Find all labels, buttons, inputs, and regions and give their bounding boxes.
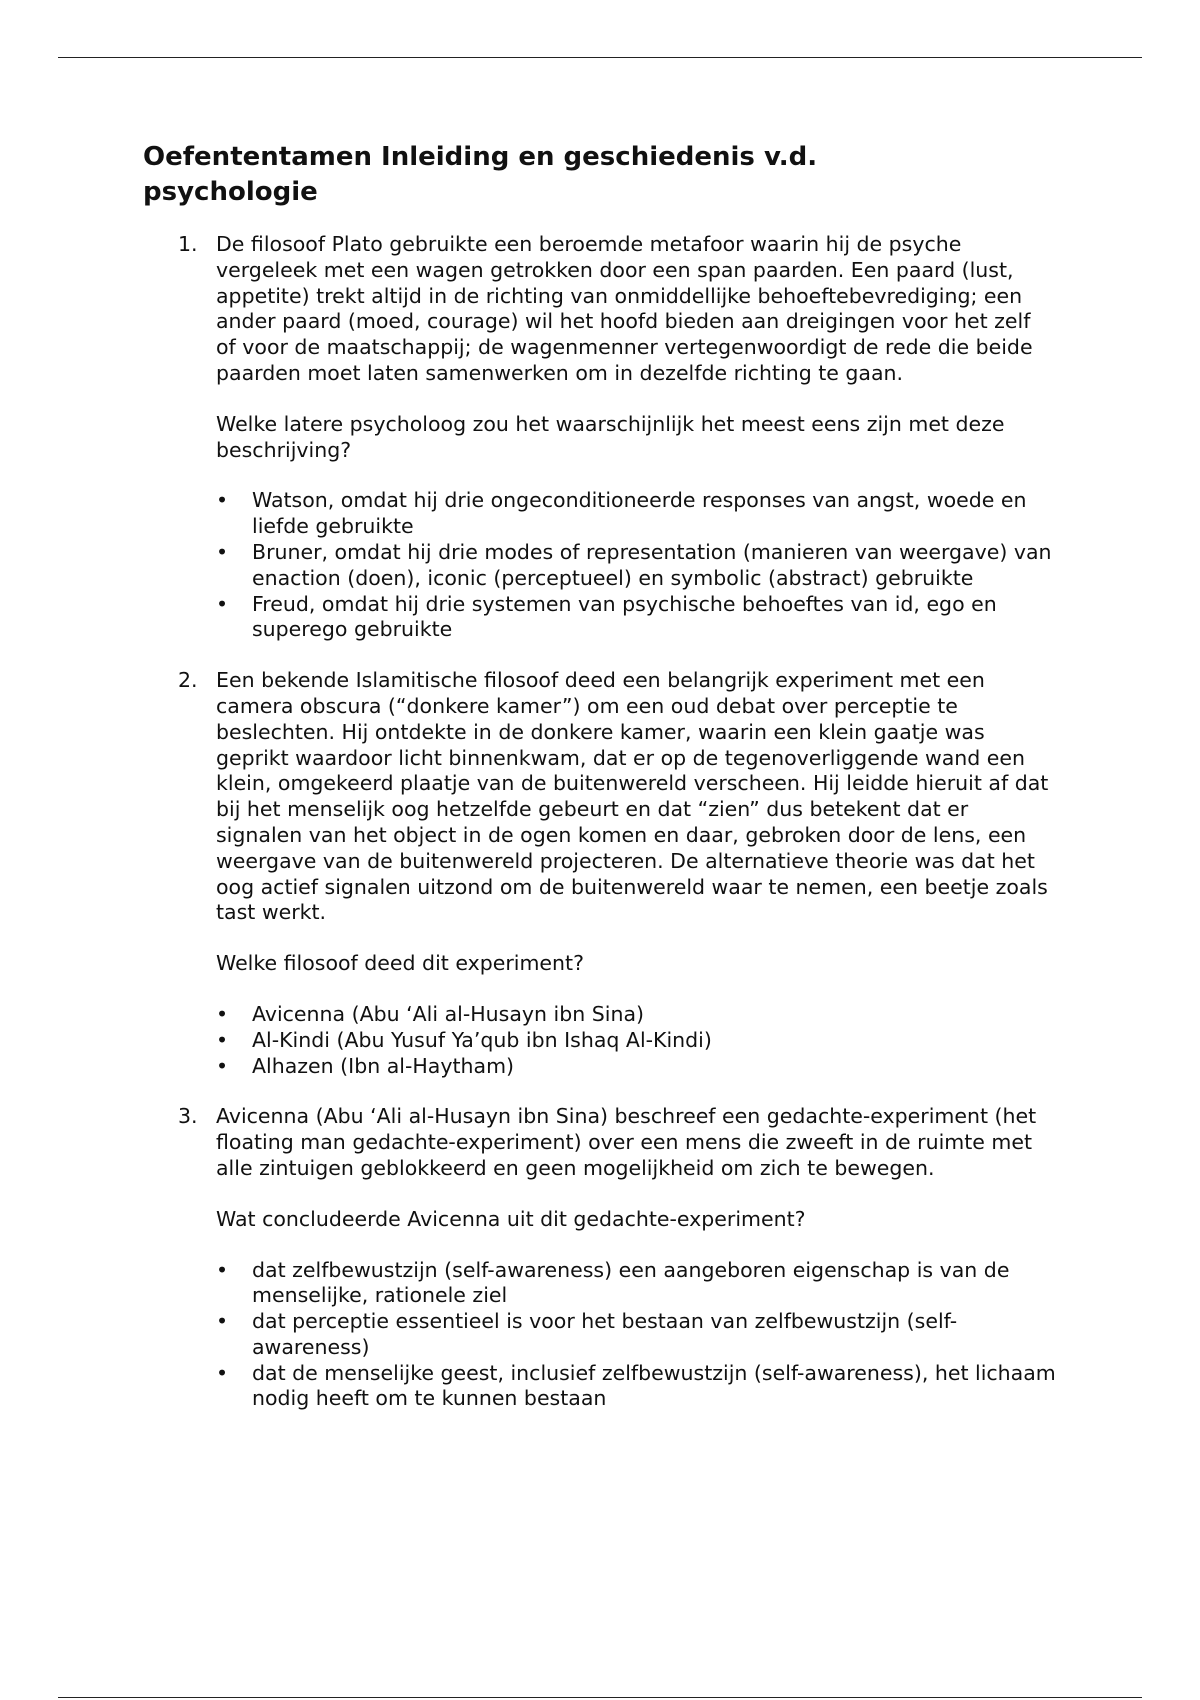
question-prompt: Welke latere psycholoog zou het waarschijnlijk het meest eens zijn met deze beschrijving? <box>216 411 1005 462</box>
bullet-icon: • <box>216 1053 229 1078</box>
bullet-icon: • <box>216 1360 229 1385</box>
bullet-icon: • <box>216 488 229 513</box>
bullet-icon: • <box>216 1027 229 1052</box>
answer-option <box>216 540 1072 592</box>
answer-option <box>216 1309 1072 1361</box>
answer-option-text: dat de menselijke geest, inclusief zelfbewustzijn (self-awareness), het lichaam nodig heeft om te kunnen bestaan <box>252 1360 1056 1411</box>
bullet-icon: • <box>216 591 229 616</box>
answer-option-text: Avicenna (Abu ‘Ali al-Husayn ibn Sina) <box>252 1001 645 1026</box>
answer-option-text: Al-Kindi (Abu Yusuf Ya’qub ibn Ishaq Al-Kindi) <box>252 1027 712 1052</box>
answer-option-text: dat zelfbewustzijn (self-awareness) een aangeboren eigenschap is van de menselijke, rationele ziel <box>252 1257 1010 1308</box>
answer-option <box>216 1054 1072 1080</box>
answer-option <box>216 1258 1072 1310</box>
answer-option <box>216 1028 1072 1054</box>
answer-option <box>216 488 1072 540</box>
document-body <box>143 140 1073 1437</box>
answer-options <box>216 1002 1073 1079</box>
question-number: 2. <box>178 668 198 693</box>
answer-option-text: Bruner, omdat hij drie modes of representation (manieren van weergave) van enaction (doen), iconic (perceptueel) en symbolic (abstract) gebruikte <box>252 539 1052 590</box>
answer-option-text: Alhazen (Ibn al-Haytham) <box>252 1053 515 1078</box>
bullet-icon: • <box>216 1309 229 1334</box>
question-text: De filosoof Plato gebruikte een beroemde metafoor waarin hij de psyche vergeleek met een wagen getrokken door een span paarden. Een paard (lust, appetite) trekt altijd in de richting van onmiddellijke behoeftebevrediging; een ander paard (moed, courage) wil het hoofd bieden aan dreigingen voor het zelf of voor de maatschappij; de wagenmenner vertegenwoordigt de rede die beide paarden moet laten samenwerken om in dezelfde richting te gaan. <box>216 232 1033 385</box>
answer-option-text: Watson, omdat hij drie ongeconditioneerde responses van angst, woede en liefde gebruikte <box>252 488 1027 539</box>
question-number: 1. <box>178 232 198 256</box>
answer-option <box>216 592 1072 644</box>
answer-options <box>216 488 1073 643</box>
answer-option-text: Freud, omdat hij drie systemen van psychische behoeftes van id, ego en superego gebruikte <box>252 591 997 642</box>
question-text: Een bekende Islamitische filosoof deed een belangrijk experiment met een camera obscura (“donkere kamer”) om een oud debat over perceptie te beslechten. Hij ontdekte in de donkere kamer, waarin een klein gaatje was geprikt waardoor licht binnenkwam, dat er op de tegenoverliggende wand een klein, omgekeerd plaatje van de buitenwereld verscheen. Hij leidde hieruit af dat bij het menselijk oog hetzelfde gebeurt en dat “zien” dus betekent dat er signalen van het object in de ogen komen en daar, gebroken door de lens, een weergave van de buitenwereld projecteren. De alternatieve theorie was dat het oog actief signalen uitzond om de buitenwereld waar te nemen, een beetje zoals tast werkt. <box>216 668 1049 925</box>
question-prompt: Welke filosoof deed dit experiment? <box>216 951 584 976</box>
answer-option <box>216 1002 1072 1028</box>
question-2 <box>143 668 1073 1079</box>
bullet-icon: • <box>216 539 229 564</box>
question-list <box>143 232 1073 1412</box>
question-text: Avicenna (Abu ‘Ali al-Husayn ibn Sina) beschreef een gedachte-experiment (het floating man gedachte-experiment) over een mens die zweeft in de ruimte met alle zintuigen geblokkeerd en geen mogelijkheid om zich te bewegen. <box>216 1104 1037 1180</box>
footer-rule <box>58 1697 1142 1698</box>
question-3 <box>143 1104 1073 1412</box>
question-number: 3. <box>178 1104 198 1129</box>
answer-option-text: dat perceptie essentieel is voor het bestaan van zelfbewustzijn (self-awareness) <box>252 1309 958 1359</box>
question-prompt: Wat concludeerde Avicenna uit dit gedachte-experiment? <box>216 1206 806 1231</box>
bullet-icon: • <box>216 1257 229 1282</box>
question-1 <box>143 232 1073 643</box>
answer-option <box>216 1361 1072 1413</box>
header-rule <box>58 57 1142 58</box>
answer-options <box>216 1258 1073 1413</box>
bullet-icon: • <box>216 1001 229 1026</box>
document-title: Oefententamen Inleiding en geschiedenis v.d. psychologie <box>143 142 818 207</box>
